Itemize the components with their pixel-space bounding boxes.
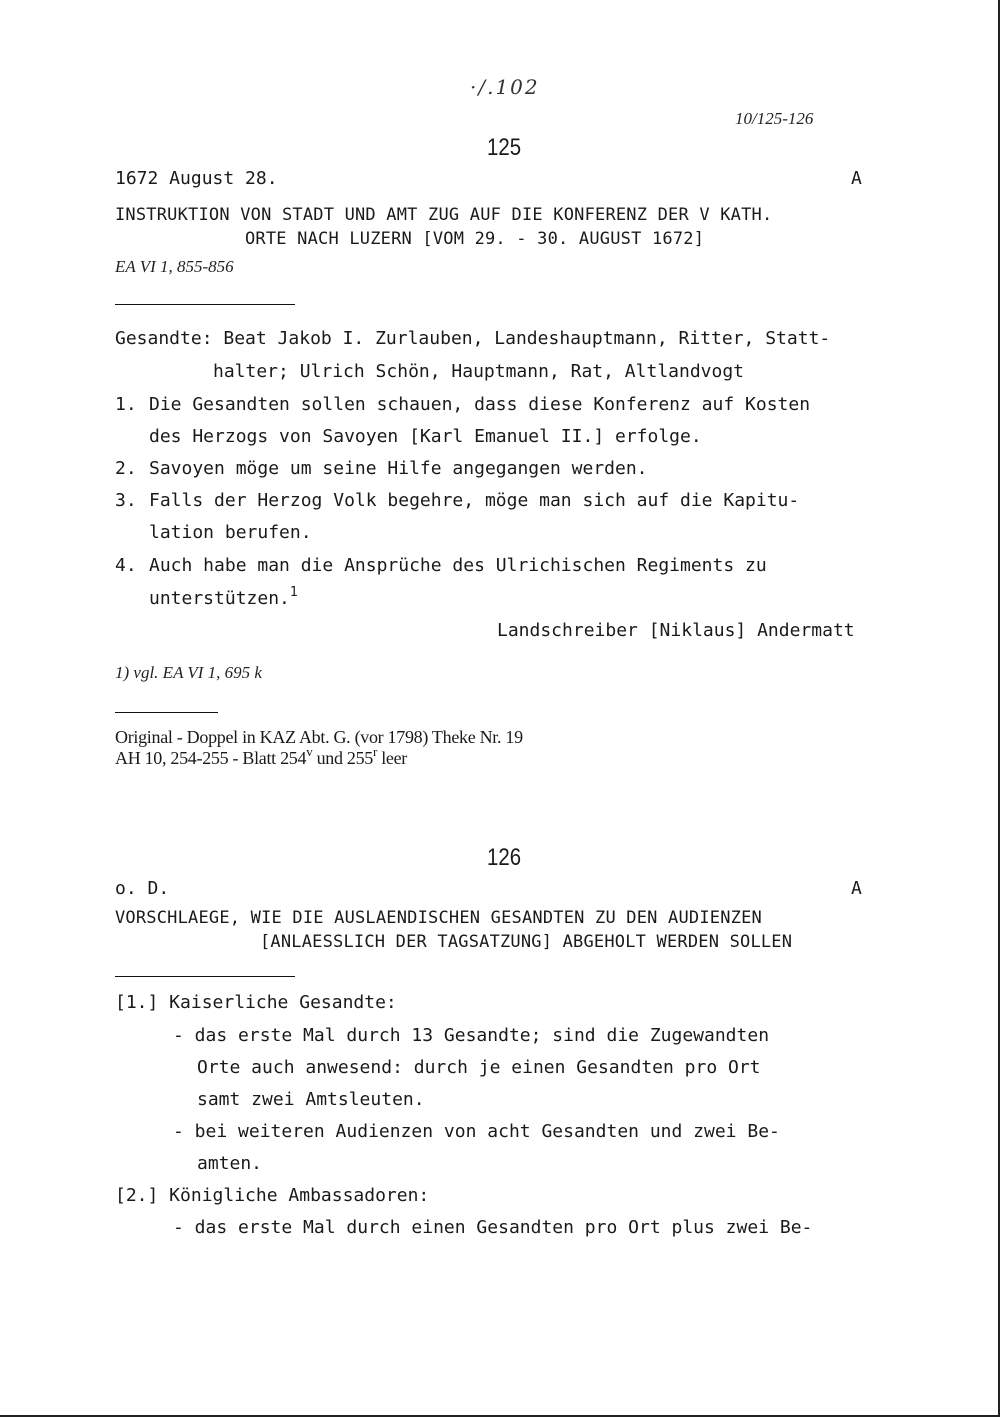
- handwritten-archive-mark: ·/.102: [470, 75, 540, 99]
- section-divider: [115, 712, 218, 713]
- list-item-text: Falls der Herzog Volk begehre, möge man sich auf die Kapitu-: [149, 490, 800, 511]
- document-type-letter: A: [851, 168, 862, 189]
- document-title-line: INSTRUKTION VON STADT UND AMT ZUG AUF DIE KONFERENZ DER V KATH.: [115, 205, 773, 225]
- document-type-letter: A: [851, 878, 862, 899]
- footnote: 1) vgl. EA VI 1, 695 k: [115, 663, 262, 682]
- section-heading: [2.] Königliche Ambassadoren:: [115, 1185, 430, 1206]
- section-divider: [115, 976, 295, 977]
- source-note-line: [115, 744, 408, 769]
- source-note-line: Original - Doppel in KAZ Abt. G. (vor 1798) Theke Nr. 19: [115, 727, 523, 747]
- envoys-line: halter; Ulrich Schön, Hauptmann, Rat, Altlandvogt: [213, 361, 745, 382]
- document-title-line: ORTE NACH LUZERN [VOM 29. - 30. AUGUST 1672]: [245, 229, 705, 249]
- document-title-line: VORSCHLAEGE, WIE DIE AUSLAENDISCHEN GESANDTEN ZU DEN AUDIENZEN: [115, 908, 762, 928]
- document-number: 125: [487, 134, 522, 161]
- document-date: 1672 August 28.: [115, 168, 278, 189]
- section-divider: [115, 304, 295, 305]
- list-item-text-fragment: unterstützen.: [149, 588, 290, 609]
- footnote-marker: 1: [289, 585, 298, 600]
- list-item-text: Auch habe man die Ansprüche des Ulrichischen Regiments zu: [149, 555, 767, 576]
- bullet-line: - bei weiteren Audienzen von acht Gesandten und zwei Be-: [173, 1121, 780, 1142]
- recto-marker: r: [373, 744, 378, 759]
- source-note-fragment: und 255: [312, 748, 373, 768]
- bullet-line: - das erste Mal durch einen Gesandten pro Ort plus zwei Be-: [173, 1217, 813, 1238]
- bullet-line: samt zwei Amtsleuten.: [197, 1089, 425, 1110]
- bullet-line: Orte auch anwesend: durch je einen Gesandten pro Ort: [197, 1057, 761, 1078]
- list-item-text: des Herzogs von Savoyen [Karl Emanuel II.] erfolge.: [149, 426, 702, 447]
- document-title-line: [ANLAESSLICH DER TAGSATZUNG] ABGEHOLT WERDEN SOLLEN: [260, 932, 793, 952]
- bullet-line: amten.: [197, 1153, 263, 1174]
- edition-reference: EA VI 1, 855-856: [115, 257, 234, 276]
- list-item-number: 3.: [115, 490, 137, 511]
- verso-marker: v: [306, 744, 313, 759]
- list-item-text: [149, 585, 298, 610]
- signature: Landschreiber [Niklaus] Andermatt: [497, 620, 855, 641]
- list-item-text: Die Gesandten sollen schauen, dass diese Konferenz auf Kosten: [149, 394, 811, 415]
- document-number: 126: [487, 844, 522, 871]
- document-date: o. D.: [115, 878, 170, 899]
- list-item-text: Savoyen möge um seine Hilfe angegangen werden.: [149, 458, 648, 479]
- section-heading: [1.] Kaiserliche Gesandte:: [115, 992, 397, 1013]
- list-item-text: lation berufen.: [149, 522, 312, 543]
- bullet-line: - das erste Mal durch 13 Gesandte; sind die Zugewandten: [173, 1025, 770, 1046]
- list-item-number: 4.: [115, 555, 137, 576]
- envoys-line: Gesandte: Beat Jakob I. Zurlauben, Landeshauptmann, Ritter, Statt-: [115, 328, 831, 349]
- archive-reference: 10/125-126: [735, 109, 814, 128]
- source-note-fragment: leer: [377, 748, 408, 768]
- source-note-fragment: AH 10, 254-255 - Blatt 254: [115, 748, 307, 768]
- list-item-number: 1.: [115, 394, 137, 415]
- list-item-number: 2.: [115, 458, 137, 479]
